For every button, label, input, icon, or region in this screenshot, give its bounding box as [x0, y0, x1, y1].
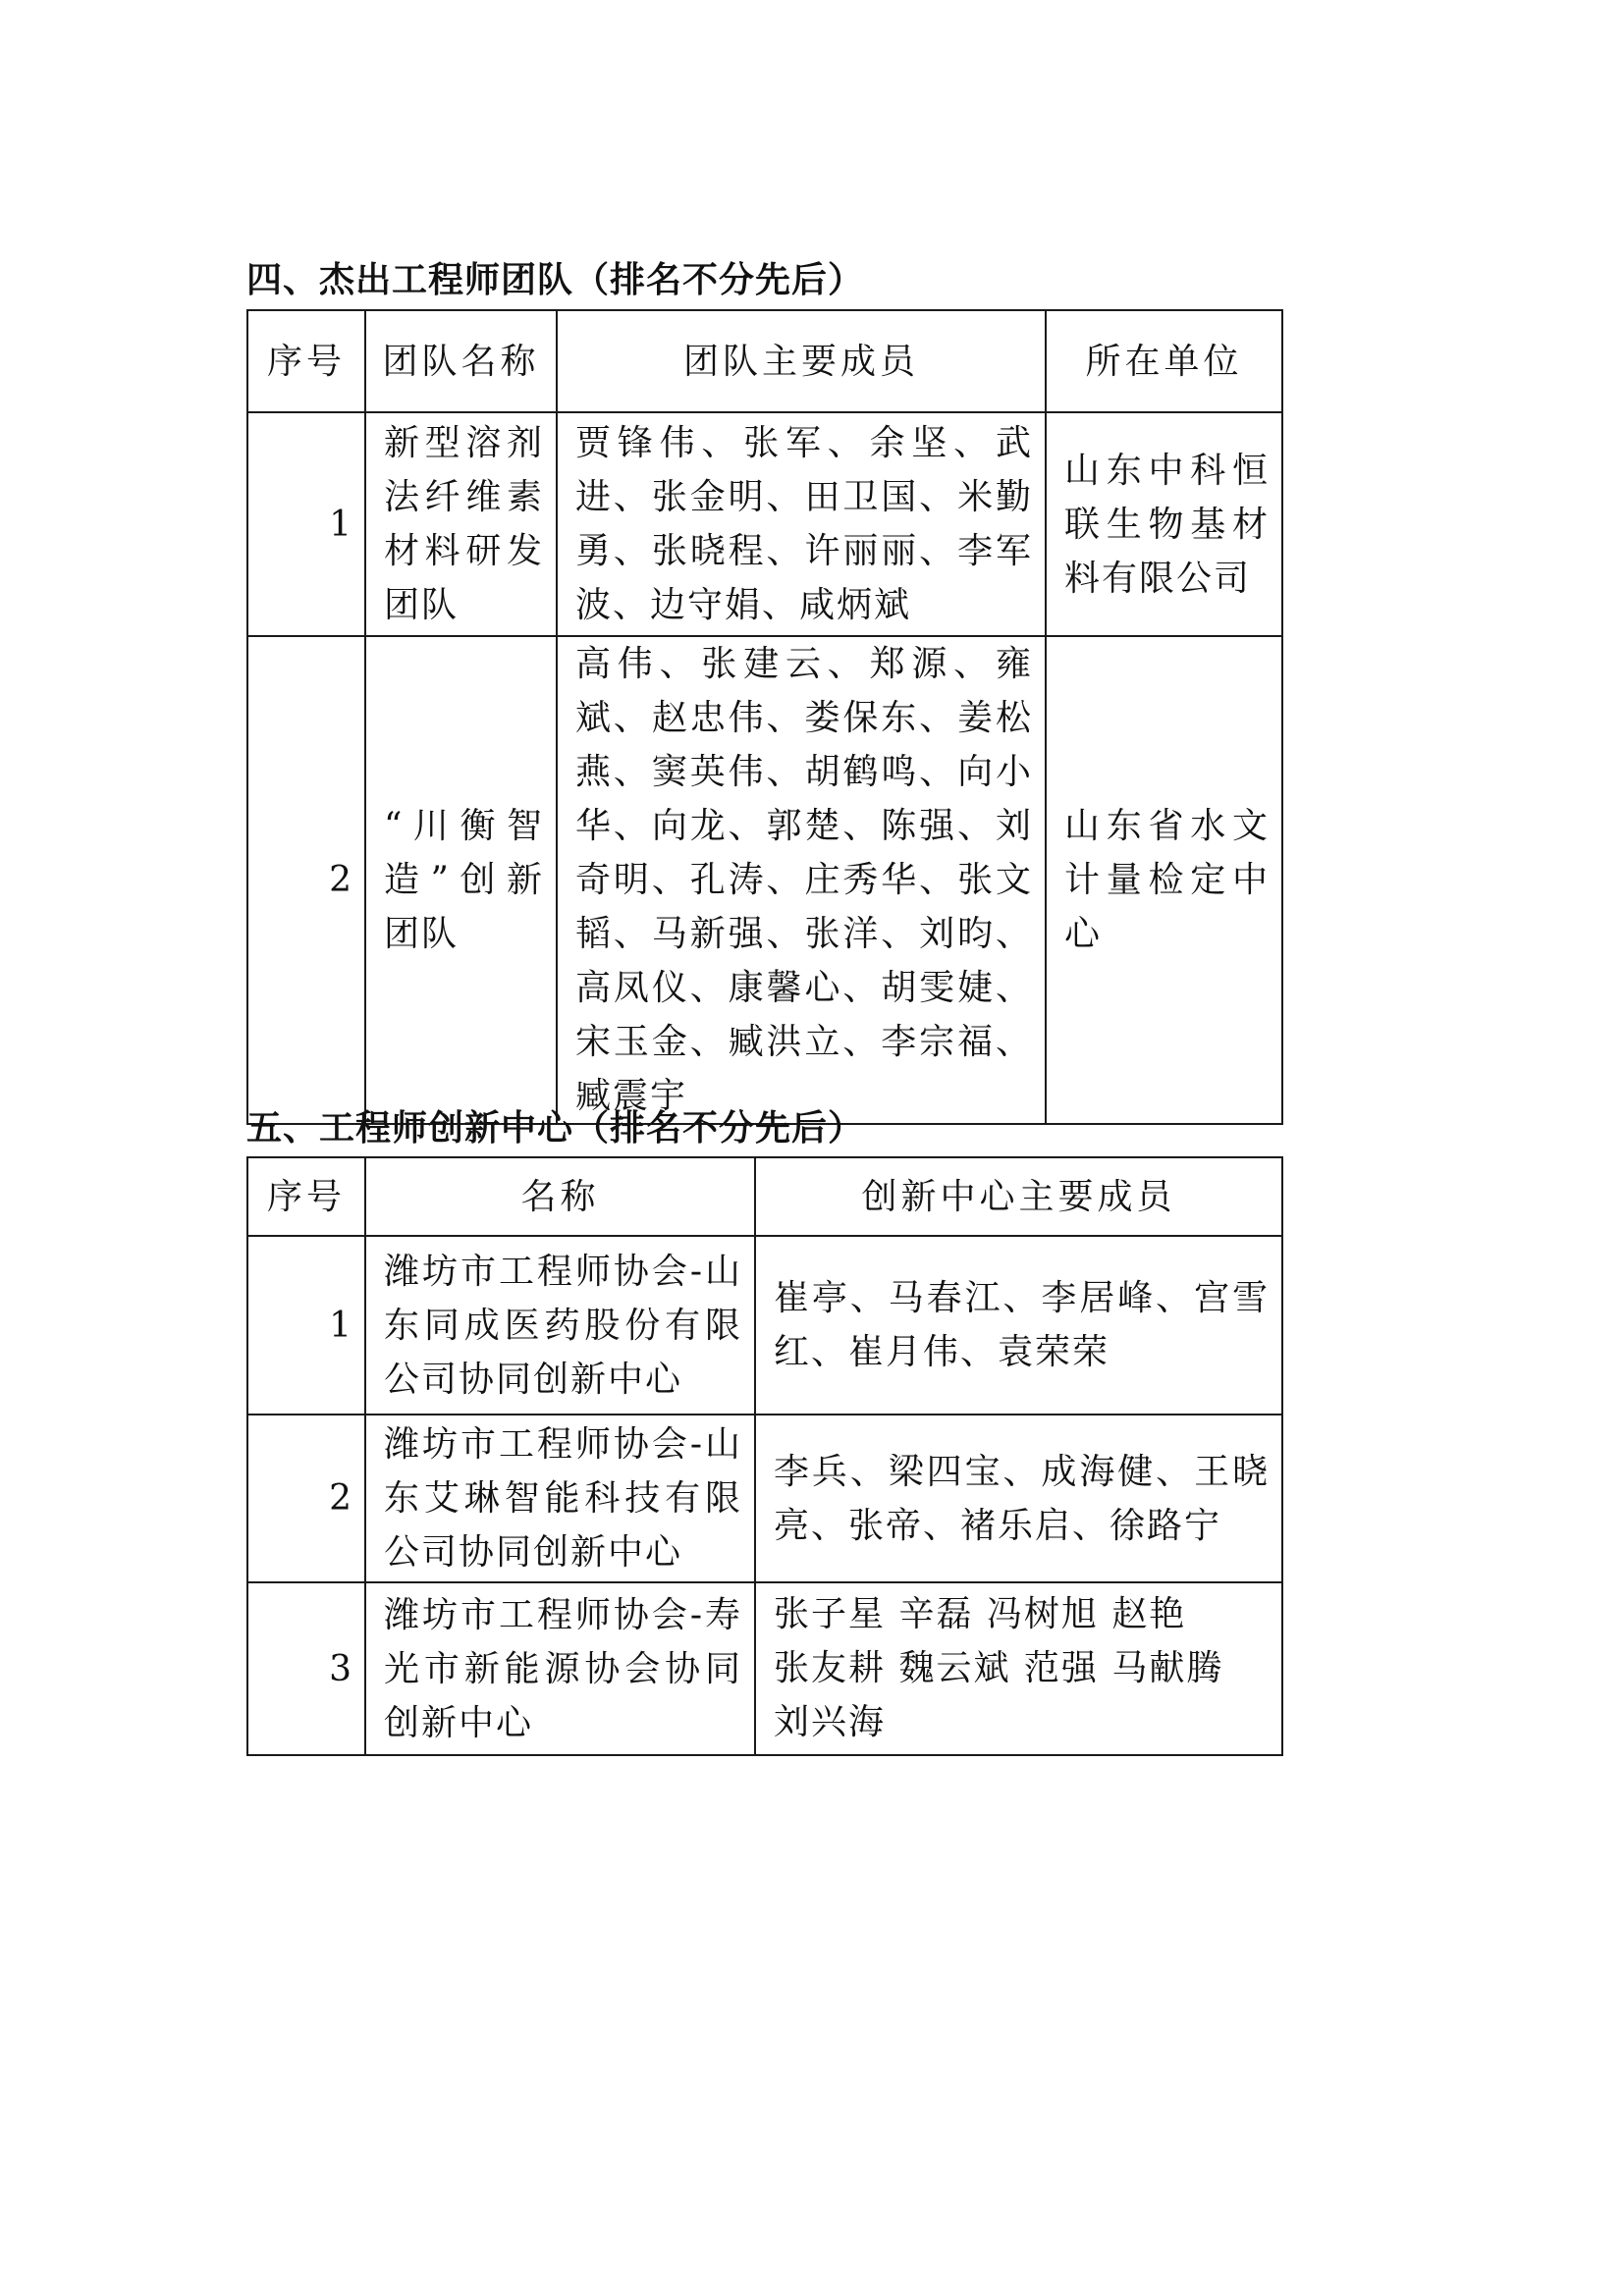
- member-line: 刘兴海: [774, 1702, 887, 1742]
- center-name: 潍坊市工程师协会-寿光市新能源协会协同创新中心: [365, 1582, 755, 1755]
- table-row: [247, 1582, 1282, 1755]
- unit-name: 山东省水文计量检定中心: [1046, 636, 1282, 1124]
- header-team-members: 团队主要成员: [557, 310, 1046, 412]
- row-index: 1: [247, 1236, 365, 1415]
- team-name: 新型溶剂法纤维素材料研发团队: [365, 412, 557, 636]
- team-members: 高伟、张建云、郑源、雍斌、赵忠伟、娄保东、姜松燕、窦英伟、胡鹤鸣、向小华、向龙、郭楚、陈强、刘奇明、孔涛、庄秀华、张文韬、马新强、张洋、刘昀、高凤仪、康馨心、胡雯婕、宋玉金、臧洪立、李宗福、臧震宇: [557, 636, 1046, 1124]
- section-5-title: 五、工程师创新中心（排名不分先后）: [246, 1108, 865, 1148]
- row-index: 3: [247, 1582, 365, 1755]
- center-members: [755, 1582, 1282, 1755]
- table-row: [247, 412, 1282, 636]
- center-name: 潍坊市工程师协会-山东同成医药股份有限公司协同创新中心: [365, 1236, 755, 1415]
- table-header-row: [247, 310, 1282, 412]
- member-line: 张子星 辛磊 冯树旭 赵艳: [774, 1594, 1187, 1634]
- header-index: 序号: [247, 310, 365, 412]
- table-row: [247, 1236, 1282, 1415]
- section-4-title: 四、杰出工程师团队（排名不分先后）: [246, 260, 865, 300]
- table-row: [247, 1415, 1282, 1582]
- header-name: 名称: [365, 1157, 755, 1236]
- team-name: “川衡智造”创新团队: [365, 636, 557, 1124]
- engineer-innovation-center-table: [246, 1156, 1283, 1756]
- member-line: 张友耕 魏云斌 范强 马献腾: [774, 1648, 1224, 1688]
- header-team-name: 团队名称: [365, 310, 557, 412]
- header-center-members: 创新中心主要成员: [755, 1157, 1282, 1236]
- center-name: 潍坊市工程师协会-山东艾琳智能科技有限公司协同创新中心: [365, 1415, 755, 1582]
- row-index: 2: [247, 636, 365, 1124]
- header-unit: 所在单位: [1046, 310, 1282, 412]
- unit-name: 山东中科恒联生物基材料有限公司: [1046, 412, 1282, 636]
- header-index: 序号: [247, 1157, 365, 1236]
- center-members: 崔亭、马春江、李居峰、宫雪红、崔月伟、袁荣荣: [755, 1236, 1282, 1415]
- team-members: 贾锋伟、张军、余坚、武进、张金明、田卫国、米勤勇、张晓程、许丽丽、李军波、边守娟、咸炳斌: [557, 412, 1046, 636]
- row-index: 2: [247, 1415, 365, 1582]
- outstanding-engineer-team-table: [246, 309, 1283, 1125]
- table-row: [247, 636, 1282, 1124]
- center-members: 李兵、梁四宝、成海健、王晓亮、张帝、褚乐启、徐路宁: [755, 1415, 1282, 1582]
- table-header-row: [247, 1157, 1282, 1236]
- row-index: 1: [247, 412, 365, 636]
